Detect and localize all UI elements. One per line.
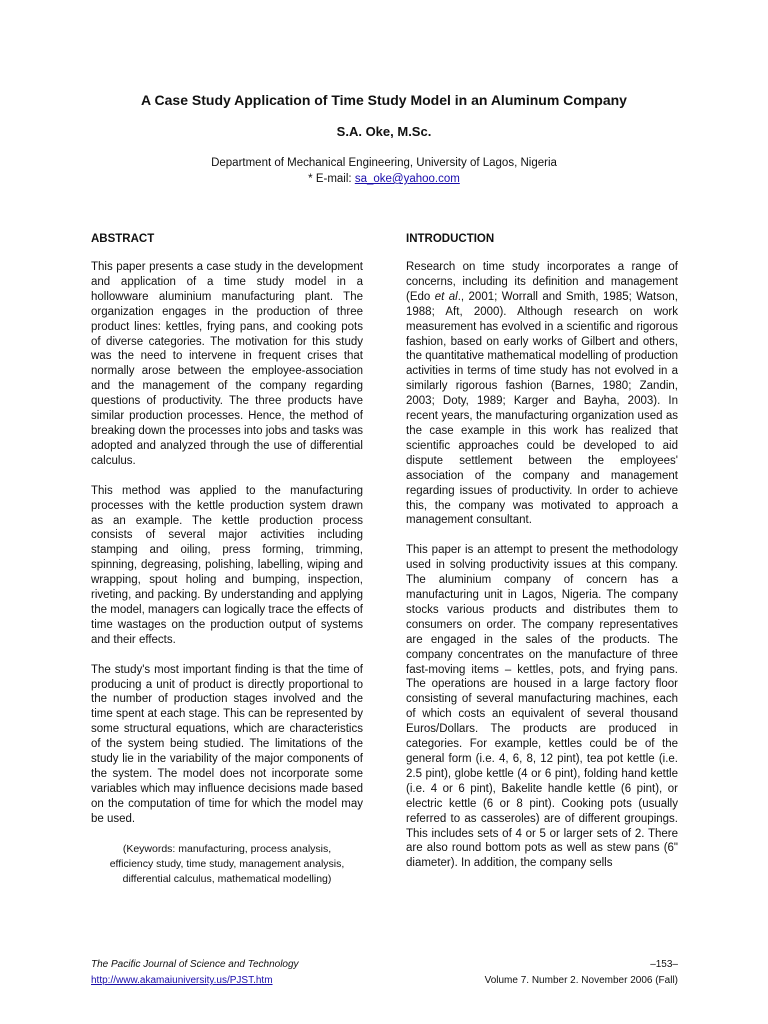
paper-title: A Case Study Application of Time Study Model in an Aluminum Company bbox=[141, 92, 627, 108]
abstract-paragraph-1: This paper presents a case study in the development and application of a time study model in a hollowware aluminium manufacturing plant. The organization engages in the production of three product lines: kettles, frying pans, and cooking pots of diverse categories. The motivation for this study was the need to intervene in frequent crises that normally arose between the employee-association and the management of the company regarding questions of productivity. The three products have similar production processes. Hence, the method of breaking down the processes into jobs and tasks was adopted and analyzed through the use of differential calculus. bbox=[91, 261, 363, 467]
email-link[interactable]: sa_oke@yahoo.com bbox=[354, 173, 460, 185]
introduction-paragraph-1: Research on time study incorporates a range of concerns, including its definition and management (Edo et al., 2001; Worrall and Smith, 1985; Watson, 1988; Aft, 2000). Although research on work measurement has evolved in a scientific and rigorous fashion, based on early works of Gilbert and others, the quantitative mathematical modelling of production activities in terms of time study has not evolved in a similarly rigorous fashion (Barnes, 1980; Zandin, 2003; Doty, 1989; Karger and Bayha, 2003). In recent years, the manufacturing organization used as the case example in this work has realized that scientific approaches could be developed to aid dispute settlement between the employees' association of the company and management regarding issues of productivity. In order to achieve this, the company was motivated to approach a management consultant. bbox=[406, 261, 678, 527]
abstract-heading: ABSTRACT bbox=[91, 233, 155, 245]
keywords: (Keywords: manufacturing, process analysis, efficiency study, time study, management analysis, differential calculus, mathematical modelling) bbox=[109, 842, 345, 885]
email-line bbox=[0, 171, 768, 187]
footer-left bbox=[91, 957, 299, 989]
author-name: S.A. Oke, M.Sc. bbox=[336, 124, 432, 139]
volume-info: Volume 7. Number 2. November 2006 (Fall) bbox=[484, 975, 678, 986]
abstract-column bbox=[91, 232, 363, 887]
email-prefix: * E-mail: bbox=[308, 173, 355, 185]
footer-right bbox=[485, 957, 678, 989]
introduction-column bbox=[406, 232, 678, 886]
introduction-paragraph-2: This paper is an attempt to present the methodology used in solving productivity issues at this company. The aluminium company of concern has a manufacturing unit in Lagos, Nigeria. The company stocks various products and distributes them to consumers on order. The company representatives are engaged in the sales of the products. The company concentrates on the manufacture of three fast-moving items – kettles, pots, and frying pans. The operations are housed in a large factory floor consisting of several manufacturing machines, each of which costs an equivalent of several thousand Euros/Dollars. The products are produced in categories. For example, kettles could be of the general form (i.e. 4, 6, 8, 12 pint), tea pot kettle (i.e. 2.5 pint), globe kettle (4 or 6 pint), folding hand kettle (i.e. 4 or 6 pint), Bakelite handle kettle (6 pint), or electric kettle (6 or 8 pint). Cooking pots (usually referred to as casseroles) are of different groupings. This includes sets of 4 or 5 or larger sets of 2. There are also round bottom pots as well as stew pans (6" diameter). In addition, the company sells bbox=[406, 544, 678, 870]
journal-name: The Pacific Journal of Science and Technology bbox=[91, 959, 299, 970]
introduction-heading: INTRODUCTION bbox=[406, 233, 495, 245]
affiliation: Department of Mechanical Engineering, University of Lagos, Nigeria bbox=[211, 157, 557, 169]
abstract-paragraph-3: The study's most important finding is that the time of producing a unit of product is directly proportional to the number of production stages involved and the time spent at each stage. This can be represented by some structural equations, which are characteristics of the system being studied. The limitations of the study lie in the variability of the major components of the system. The model does not incorporate some variables which may influence decisions made based on the computation of time for which the model may be used. bbox=[91, 663, 363, 825]
affiliation-block bbox=[0, 155, 768, 187]
abstract-paragraph-2: This method was applied to the manufacturing processes with the kettle production system drawn as an example. The kettle production process consists of several major activities including stamping and oiling, press forming, trimming, spinning, degreasing, polishing, labelling, wiping and wrapping, spout holing and bumping, inspection, riveting, and packing. By understanding and applying the model, managers can logically trace the effects of time wastages on the production output of systems and their effects. bbox=[91, 484, 363, 646]
page-number: –153– bbox=[650, 959, 678, 970]
journal-url-link[interactable]: http://www.akamaiuniversity.us/PJST.htm bbox=[91, 975, 273, 986]
